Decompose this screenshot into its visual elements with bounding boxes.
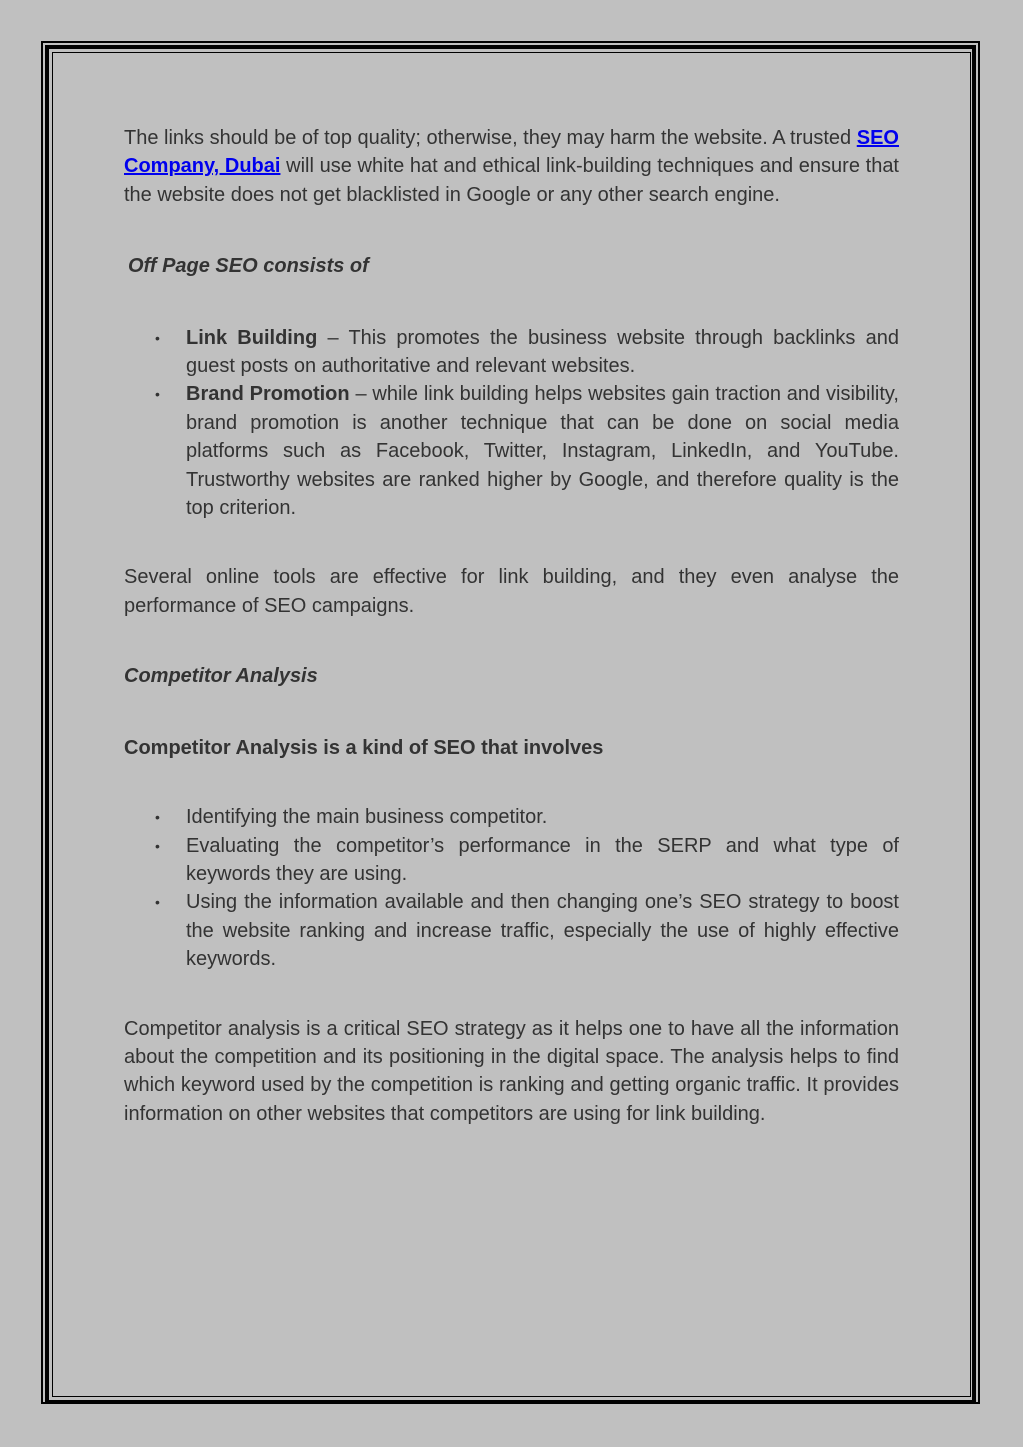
bullet-icon: • — [155, 809, 160, 826]
bullet-icon: • — [155, 386, 160, 403]
bullet-icon: • — [155, 837, 160, 854]
list-item-text: – while link building helps websites gain traction and visibility, brand promotion is another technique that can be done on social media platforms such as Facebook, Twitter, Instagram, LinkedIn, and YouTube. Trustworthy websites are ranked higher by Google, and therefore quality is the top criterion. — [186, 383, 899, 520]
intro-paragraph — [124, 124, 899, 209]
seo-company-dubai-link[interactable]: SEO Company, Dubai — [124, 127, 899, 178]
list-item — [124, 324, 899, 381]
competitor-list — [124, 803, 899, 973]
offpage-heading: Off Page SEO consists of — [128, 255, 369, 278]
offpage-list — [124, 324, 899, 523]
list-item-text: Using the information available and then changing one’s SEO strategy to boost the website ranking and increase traffic, especially the use of highly effective keywords. — [186, 891, 899, 971]
list-item — [124, 832, 899, 889]
list-item-text: Identifying the main business competitor. — [186, 806, 548, 829]
list-item-term: Link Building — [186, 326, 318, 349]
intro-text-after: will use white hat and ethical link-building techniques and ensure that the website does not get blacklisted in Google or any other search engine. — [124, 155, 899, 206]
list-item-text: – This promotes the business website through backlinks and guest posts on authoritative and relevant websites. — [186, 326, 899, 378]
tools-paragraph: Several online tools are effective for link building, and they even analyse the performance of SEO campaigns. — [124, 566, 899, 617]
list-item — [124, 888, 899, 973]
bullet-icon: • — [155, 894, 160, 911]
competitor-closing-paragraph: Competitor analysis is a critical SEO strategy as it helps one to have all the information about the competition and its positioning in the digital space. The analysis helps to find which keyword used by the competition is ranking and getting organic traffic. It provides information on other websites that competitors are using for link building. — [124, 1017, 899, 1125]
bullet-icon: • — [155, 329, 160, 346]
document-content — [124, 124, 899, 1128]
list-item — [124, 380, 899, 522]
competitor-heading: Competitor Analysis — [124, 665, 318, 688]
list-item-text: Evaluating the competitor’s performance in the SERP and what type of keywords they are using. — [186, 834, 899, 885]
list-item — [124, 803, 899, 831]
competitor-subheading: Competitor Analysis is a kind of SEO that involves — [124, 736, 604, 759]
intro-text-before: The links should be of top quality; otherwise, they may harm the website. A trusted — [124, 127, 857, 149]
list-item-term: Brand Promotion — [186, 383, 350, 406]
